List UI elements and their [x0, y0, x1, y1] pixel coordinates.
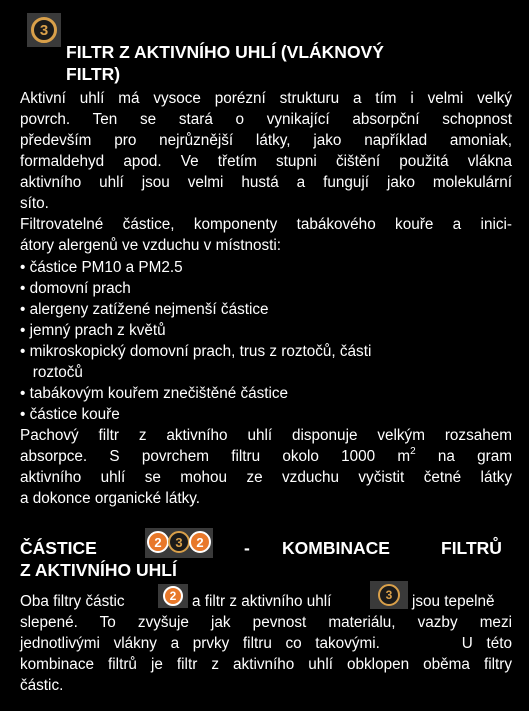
bullet-item: • alergeny zatížené nejmenší částice — [20, 301, 269, 318]
para3-line: Pachový filtr z aktivního uhlí disponuje velkým rozsahem — [20, 427, 512, 444]
bullet-item: • tabákovým kouřem znečištěné částice — [20, 385, 289, 402]
section2-line1-a: Oba filtry částic — [20, 593, 125, 610]
stage-2-badge-icon: 2 — [147, 531, 169, 553]
bullet-item: • částice kouře — [20, 406, 120, 423]
stage-2-badge-icon: 2 — [163, 586, 183, 606]
bullet-item: • jemný prach z květů — [20, 322, 166, 339]
para1-line: Aktivní uhlí má vysoce porézní strukturu a tím i velmi velký — [20, 90, 512, 107]
para1-line: především pro nejrůznější látky, jako například amoniak, — [20, 132, 512, 149]
superscript-2: 2 — [410, 446, 416, 457]
para1-line: aktivního uhlí jsou velmi hustá a fungují jako molekulární — [20, 174, 512, 191]
para3-line — [20, 447, 512, 468]
para2-line: átory alergenů ve vzduchu v místnosti: — [20, 237, 282, 254]
section2-line: kombinace filtrů je filtr z aktivního uhlí obklopen oběma filtry — [20, 656, 512, 673]
stage-3-badge-icon: 3 — [378, 584, 400, 606]
bullet-item: • částice PM10 a PM2.5 — [20, 259, 183, 276]
para1-line: síto. — [20, 195, 49, 212]
para3-line: aktivního uhlí se mohou ze vzduchu vyčistit četné látky — [20, 469, 512, 486]
para3-text: na gram — [415, 448, 512, 465]
para2-line: Filtrovatelné částice, komponenty tabákového kouře a inici- — [20, 216, 512, 233]
section2-heading-right: KOMBINACE — [282, 538, 390, 558]
para1-line: formaldehyd apod. Ve třetím stupni čištění použitá vlákna — [20, 153, 512, 170]
bullet-item: roztočů — [20, 364, 83, 381]
section2-heading-right: FILTRŮ — [441, 538, 502, 558]
stage-3-badge-icon: 3 — [31, 17, 57, 43]
section1-heading-line2: FILTR) — [66, 64, 121, 84]
section2-heading-left: ČÁSTICE — [20, 538, 97, 558]
section2-line: částic. — [20, 677, 64, 694]
section2-heading-dash: - — [244, 538, 250, 558]
section2-line: jednotlivými vlákny a prvky filtru co takovými. U této — [20, 635, 512, 652]
bullet-item: • domovní prach — [20, 280, 131, 297]
stage-2-badge-icon: 2 — [189, 531, 211, 553]
para3-line: a dokonce organické látky. — [20, 490, 200, 507]
section1-heading-line1: FILTR Z AKTIVNÍHO UHLÍ (VLÁKNOVÝ — [66, 42, 384, 62]
bullet-item: • mikroskopický domovní prach, trus z roztočů, části — [20, 343, 372, 360]
para1-line: povrch. Ten se stará o vynikající absorpční schopnost — [20, 111, 512, 128]
section2-heading-line2: Z AKTIVNÍHO UHLÍ — [20, 560, 177, 580]
section2-line1-b: a filtr z aktivního uhlí — [192, 593, 332, 610]
section2-line: slepené. To zvyšuje jak pevnost materiálu, vazby mezi — [20, 614, 512, 631]
para3-text: absorpce. S povrchem filtru okolo 1000 m — [20, 448, 411, 465]
stage-3-badge-icon: 3 — [168, 531, 190, 553]
section2-line1-c: jsou tepelně — [412, 593, 495, 610]
